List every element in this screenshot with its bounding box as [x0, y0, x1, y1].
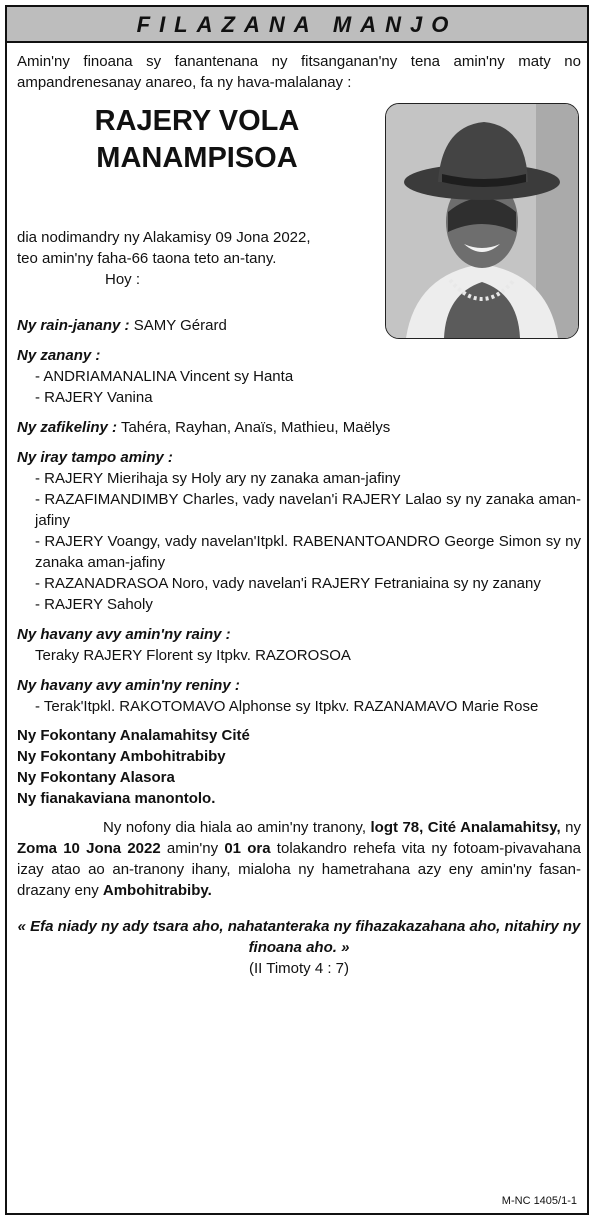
list-item: - ANDRIAMANALINA Vincent sy Hanta [35, 368, 294, 385]
header-title: FILAZANA MANJO [7, 7, 587, 43]
bible-verse: « Efa niady ny ady tsara aho, nahatanteraka ny fihazakazahana aho, nitahiry ny finoana aho. » [17, 918, 581, 956]
death-line1: dia nodimandry ny Alakamisy 09 Jona 2022, [17, 229, 311, 246]
mother-side-label: Ny havany avy amin'ny reniny : [17, 677, 240, 694]
list-item: - RAJERY Voangy, vady navelan'Itpkl. RABENANTOANDRO George Simon sy ny zanaka aman-jafiny [35, 533, 581, 571]
father-side-label: Ny havany avy amin'ny rainy : [17, 626, 231, 643]
siblings-label: Ny iray tampo aminy : [17, 449, 173, 466]
grandchildren-label: Ny zafikeliny : [17, 419, 118, 436]
list-item: Ny Fokontany Analamahitsy Cité [17, 727, 250, 744]
deceased-name [17, 103, 377, 177]
fokontany-list [17, 725, 581, 809]
funeral-text-2: ny [560, 819, 582, 836]
children-label: Ny zanany : [17, 347, 101, 364]
list-item: - RAJERY Saholy [35, 596, 153, 613]
portrait-illustration [386, 104, 578, 338]
mother-side-section [17, 675, 581, 717]
list-item: Ny Fokontany Alasora [17, 769, 175, 786]
funeral-address: logt 78, Cité Analamahitsy, [370, 819, 561, 836]
intro-text: Amin'ny finoana sy fanantenana ny fitsanganan'ny tena amin'ny maty no ampandrenesanay anareo, fa ny hava-malalanay : [17, 53, 581, 91]
siblings-list [17, 468, 581, 615]
spouse-value: SAMY Gérard [133, 317, 227, 334]
obituary-content [17, 51, 581, 979]
grandchildren-value: Tahéra, Rayhan, Anaïs, Mathieu, Maëlys [120, 419, 391, 436]
funeral-date: Zoma 10 Jona 2022 [17, 840, 161, 857]
bible-verse-reference: (II Timoty 4 : 7) [248, 960, 350, 977]
grandchildren-line [17, 417, 581, 438]
list-item: - RAZANADRASOA Noro, vady navelan'i RAJERY Fetraniaina sy ny zanany [35, 575, 541, 592]
list-item: Ny fianakaviana manontolo. [17, 790, 216, 807]
children-list [17, 366, 581, 408]
spouse-label: Ny rain-janany : [17, 317, 130, 334]
siblings-section [17, 447, 581, 615]
deceased-name-line2: MANAMPISOA [96, 142, 298, 174]
hoy-label: Hoy : [105, 271, 141, 288]
portrait-photo [385, 103, 579, 339]
top-block [17, 103, 581, 315]
funeral-details [17, 817, 581, 901]
list-item: - RAJERY Vanina [35, 389, 153, 406]
mother-side-value: - Terak'Itpkl. RAKOTOMAVO Alphonse sy Itpkv. RAZANAMAVO Marie Rose [35, 698, 539, 715]
list-item: - RAJERY Mierihaja sy Holy ary ny zanaka aman-jafiny [35, 470, 401, 487]
funeral-text-4: tolakandro rehefa vita ny fotoam-pivavahana izay atao ao an-tranony ihany, mialoha ny hametrahana azy eny amin'ny fasan-drazany eny [17, 840, 581, 899]
ad-code: M-NC 1405/1-1 [501, 1195, 577, 1207]
obituary-frame [5, 5, 589, 1215]
death-notice [17, 227, 377, 290]
funeral-time: 01 ora [224, 840, 271, 857]
children-section [17, 345, 581, 408]
death-line2: teo amin'ny faha-66 taona teto an-tany. [17, 250, 277, 267]
funeral-text-1: Ny nofony dia hiala ao amin'ny tranony, [103, 819, 371, 836]
list-item: - RAZAFIMANDIMBY Charles, vady navelan'i RAJERY Lalao sy ny zanaka aman-jafiny [35, 491, 581, 529]
list-item: Ny Fokontany Ambohitrabiby [17, 748, 226, 765]
funeral-place: Ambohitrabiby. [102, 882, 212, 899]
father-side-value: Teraky RAJERY Florent sy Itpkv. RAZOROSOA [35, 647, 351, 664]
funeral-text-3: amin'ny [160, 840, 225, 857]
father-side-section [17, 624, 581, 666]
deceased-name-line1: RAJERY VOLA [94, 105, 300, 137]
